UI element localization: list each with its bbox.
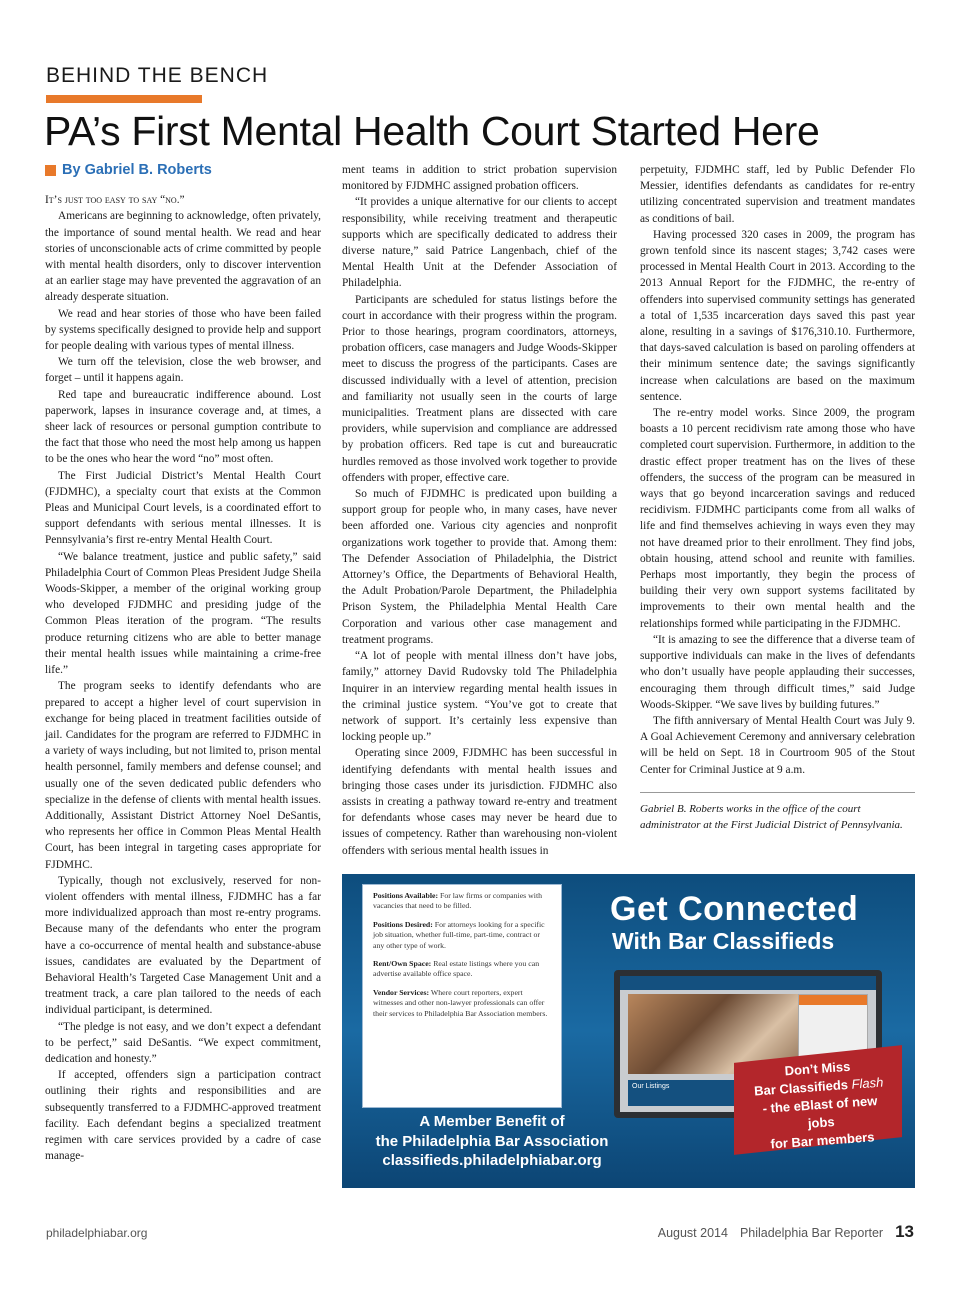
ad-listing-label: Rent/Own Space: [373, 959, 432, 969]
flash-word: Flash [850, 1074, 884, 1092]
footer-date: August 2014 [657, 1226, 728, 1240]
dont-miss-line-3: - the eBlast of new jobs [762, 1093, 878, 1131]
paragraph: We turn off the television, close the web browser, and forget – until it happens again. [45, 356, 321, 385]
dont-miss-line-2: Bar Classifieds [753, 1076, 853, 1099]
paragraph: perpetuity, FJDMHC staff, led by Public Defender Flo Messier, identifies defendants as candidates for re-entry utilizing concentrated supervision and treatment mandates as conditions of bail. [640, 164, 915, 225]
ad-listing-item [373, 988, 551, 1019]
paragraph: Operating since 2009, FJDMHC has been successful in identifying defendants with mental health issues and bringing those cases under its jurisdiction. FJDMHC also assists in creating a pathway toward re-entry and treatment for defendants whose cases may never be heard due to issues of competency. Rather than warehousing non-violent offenders with serious mental health issues in [342, 747, 617, 857]
paragraph: If accepted, offenders sign a participation contract outlining their rights and responsibilities and are subsequently transferred to a FJDMHC-approved treatment facility. Each defendant begins a specialized treatment regimen with care services provided by a cadre of case manage- [45, 1069, 321, 1163]
paragraph: “We balance treatment, justice and public safety,” said Philadelphia Court of Common Pleas President Judge Sheila Woods-Skipper, a member of the original working group who developed FJDMHC and presiding judge of the Common Pleas iteration of the program. “The results produce returning citizens who are able to better manage their mental health issues while maintaining a crime-free life.” [45, 550, 321, 677]
ad-listing-text: For attorneys looking for a specific job situation, whether full-time, part-time, contract or any other type of work. [373, 919, 545, 950]
ad-listing-types [362, 884, 562, 1108]
ad-listing-text: For law firms or companies with vacancies that need to be filled. [373, 891, 543, 911]
paragraph: Americans are beginning to acknowledge, often privately, the importance of sound mental health. We read and hear stories of unconscionable acts of crime committed by people with mental health disorders, only to discover intervention at an earlier stage may have prevented the aggravation of an already desperate situation. [45, 210, 321, 304]
dont-miss-line-4: for Bar members [770, 1129, 875, 1152]
headline: PA’s First Mental Health Court Started Here [44, 108, 820, 154]
ad-listing-text: Where court reporters, expert witnesses and other non-lawyer professionals can offer their services to Philadelphia Bar Association members. [373, 987, 548, 1018]
paragraph: Participants are scheduled for status listings before the court in accordance with their progress within the program. Prior to those hearings, program coordinators, attorneys, probation officers, case managers and Judge Woods-Skipper meet to discuss the progress of the participants. Cases are discussed individually with a level of attention, precision and familiarity not usually seen in the courts of large municipalities. Treatment plans are dissected with care providers, while supervision and compliance are addressed by probation officers. Red tape is cut and bureaucratic hurdles removed as those involved work together to provide offenders with proper, effective care. [342, 293, 617, 484]
article-column-2 [342, 162, 617, 859]
page-number: 13 [895, 1222, 914, 1241]
column-1-body [45, 192, 321, 1164]
paragraph: The re-entry model works. Since 2009, the program boasts a 10 percent recidivism rate among those who have completed court supervision. Furthermore, in addition to the drastic effect proper treatment has on the lives of these offenders, the success of the program can be measured in ways that go beyond incarceration savings and reduced recidivism. FJDMHC participants come from all walks of life and find themselves achieving in ways even they may not have dreamed prior to their enrollment. They find jobs, obtain housing, attend school and reunite with families. Perhaps most importantly, they begin the process of building their very own support systems facilitated by improvements to their own mental health and the relationships formed while participating in the FJDMHC. [640, 407, 915, 630]
member-line-2: the Philadelphia Bar Association [375, 1133, 609, 1150]
paragraph: “It provides a unique alternative for our clients to accept responsibility, while receiving treatment and therapeutic supports which are specifically dedicated to address their diverse nature,” said Patrice Langenbach, chief of the Mental Health Unit at the Defender Association of Philadelphia. [342, 196, 617, 290]
ad-listing-item [373, 959, 551, 980]
paragraph: It’s just too easy to say “no.” [45, 194, 185, 207]
article-column-1 [45, 162, 321, 1164]
paragraph: The First Judicial District’s Mental Health Court (FJDMHC), a specialty court that exists at the Common Pleas and Municipal Court levels, is a coordinated effort to support defendants with serious mental illnesses. It is Pennsylvania’s first re-entry Mental Health Court. [45, 469, 321, 547]
classifieds-url-link[interactable]: classifieds.philadelphiabar.org [382, 1152, 602, 1169]
article-column-3 [640, 162, 915, 833]
footer-info [658, 1222, 914, 1242]
ad-listing-label: Positions Available: [373, 891, 439, 900]
paragraph: “A lot of people with mental illness don’t have jobs, family,” attorney David Rudovsky told The Philadelphia Inquirer in an interview regarding mental health issues in the criminal justice system. “You’ve got to create that network of support. It’s certainly less expensive than locking people up.” [342, 650, 617, 744]
ad-listing-text: Real estate listings where you can advertise available office space. [373, 959, 540, 979]
paragraph: The fifth anniversary of Mental Health Court was July 9. A Goal Achievement Ceremony and anniversary celebration will be held on Sept. 18 in Courtroom 905 of the Stout Center for Criminal Justice at 9 a.m. [640, 714, 915, 776]
paragraph: “It is amazing to see the difference that a diverse team of supportive individuals can make in the lives of defendants who don’t usually have people applauding their successes, encouraging them through difficult times,” said Judge Woods-Skipper. “We save lives by building futures.” [640, 633, 915, 711]
paragraph: Having processed 320 cases in 2009, the program has grown tenfold since its nascent stages; 3,742 cases were processed in Mental Health Court in 2013. According to the 2013 Annual Report for the FJDMHC, the re-entry of offenders into supervised community settings has generated a total of 1,535 incarceration days saved this past year alone, resulting in a savings of $176,310.10. Furthermore, that days-saved calculation is based on paroling offenders at their minimum sentence date; the savings significantly increase when calculations are based on the maximum sentence. [640, 228, 915, 403]
ad-subtitle: With Bar Classifieds [612, 928, 835, 954]
paragraph: “The pledge is not easy, and we don’t expect a defendant to be perfect,” said DeSantis. “We expect commitment, dedication and honesty.” [45, 1020, 321, 1065]
paragraph: So much of FJDMHC is predicated upon building a support group for people who, in many cases, have never been afforded one. Various city agencies and nonprofit organizations work together to provide that. Among them: The Defender Association of Philadelphia, the District Attorney’s Office, the Departments of Behavioral Health, the Adult Probation/Parole Department, the Philadelphia Prison System, the Philadelphia Mental Health Care Corporation and various other case management and treatment programs. [342, 488, 617, 646]
paragraph: ment teams in addition to strict probation supervision monitored by FJDMHC assigned probation officers. [342, 164, 617, 193]
kicker-rule [46, 95, 202, 103]
dont-miss-line-1: Don’t Miss [784, 1058, 851, 1079]
paragraph: The program seeks to identify defendants who are prepared to accept a higher level of court supervision in exchange for being placed in treatment facilities outside of jail. Candidates for the program are referred to FJDMHC in a variety of ways including, but not limited to, prison mental health personnel, family members and defense counsel; and usually one of the seven dedicated public defenders who specialize in the defense of clients with mental health issues. Additionally, Assistant District Attorney Noel DeSantis, who represents her office in Common Pleas Mental Health Court, has been integral in targeting cases appropriate for FJDMHC. [45, 680, 321, 871]
paragraph: We read and hear stories of those who have been failed by systems specifically designed to provide help and support for people dealing with various types of mental illness. [45, 307, 321, 353]
footer-website[interactable]: philadelphiabar.org [46, 1226, 148, 1240]
dont-miss-text [747, 1055, 893, 1155]
ad-listing-label: Vendor Services: [373, 987, 430, 997]
laptop-listings-label: Our Listings [632, 1083, 670, 1090]
member-benefit [342, 1112, 642, 1170]
author-bio: Gabriel B. Roberts works in the office of the court administrator at the First Judicial District of Pennsylvania. [640, 792, 915, 833]
footer-publication: Philadelphia Bar Reporter [739, 1226, 884, 1240]
ad-listing-item [373, 920, 551, 951]
ad-listing-label: Positions Desired: [373, 919, 433, 929]
laptop-header-bar [620, 976, 876, 990]
paragraph: Typically, though not exclusively, reserved for non-violent offenders with mental illness, FJDMHC has a far more individualized approach than most re-entry programs. Because many of the defendants who enter the program have a co-occurrence of mental health and substance-abuse issues, candidates are evaluated by the Department of Behavioral Health’s Targeted Case Management Unit and a treatment track, a care plan tailored to the needs of each individual participant, is determined. [45, 874, 321, 1017]
byline [45, 162, 321, 178]
paragraph: Red tape and bureaucratic indifference abound. Lost paperwork, lapses in insurance coverage and, at times, a sheer lack of resources or personal gumption contribute to the fact that those who need the most help among us happen to be the ones who hear the word “no” most often. [45, 388, 321, 466]
section-kicker: BEHIND THE BENCH [46, 64, 269, 87]
classifieds-ad[interactable] [342, 874, 915, 1188]
ad-listing-item [373, 891, 551, 912]
byline-square-icon [45, 165, 56, 176]
byline-text: By Gabriel B. Roberts [62, 162, 212, 178]
column-3-body [640, 162, 915, 778]
column-2-body [342, 162, 617, 859]
ad-title: Get Connected [610, 890, 859, 928]
member-line-1: A Member Benefit of [419, 1113, 565, 1130]
